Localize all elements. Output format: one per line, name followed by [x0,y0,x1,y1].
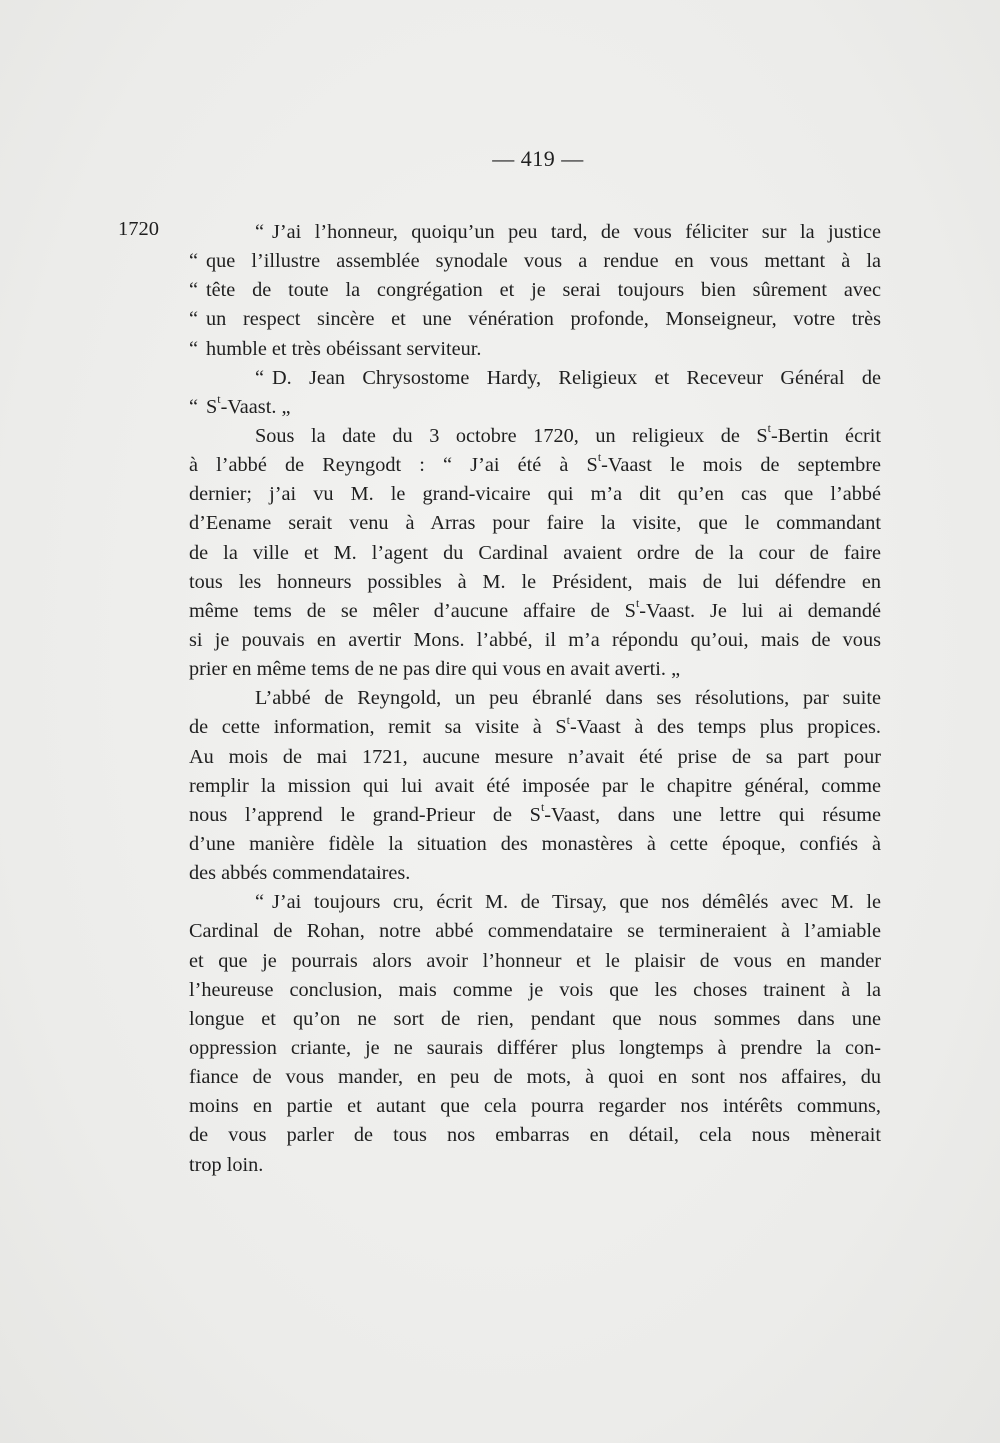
text-line [189,276,881,305]
line-text: que l’illustre assemblée synodale vous a rendue en vous mettant à la [206,250,881,273]
line-text: remplir la mission qui lui avait été imposée par le chapitre général, comme [189,774,881,797]
text-line [189,626,881,655]
text-line [189,597,881,626]
line-text: l’heureuse conclusion, mais comme je vois que les choses trainent à la [189,978,881,1001]
line-text: Cardinal de Rohan, notre abbé commendataire se termineraient à l’amiable [189,920,881,943]
quote-mark: “ [189,250,199,273]
body-text [189,218,881,1180]
quote-mark: “ [189,279,199,302]
line-text: de vous parler de tous nos embarras en détail, cela nous mènerait [189,1124,881,1147]
text-line [189,830,881,859]
text-line [189,1005,881,1034]
text-line [189,655,881,684]
quote-mark: “ [255,366,265,389]
quote-mark: “ [189,395,199,418]
text-line [189,1092,881,1121]
line-text: J’ai l’honneur, quoiqu’un peu tard, de vous féliciter sur la justice [272,221,881,243]
text-line [189,568,881,597]
line-text: oppression criante, je ne saurais différer plus longtemps à prendre la con- [189,1036,881,1059]
line-text: dernier; j’ai vu M. le grand-vicaire qui m’a dit qu’en cas que l’abbé [189,483,881,506]
text-line [189,976,881,1005]
line-text: un respect sincère et une vénération profonde, Monseigneur, votre très [206,308,881,331]
line-text: D. Jean Chrysostome Hardy, Religieux et Receveur Général de [272,366,881,389]
text-line [189,364,881,393]
page-number: — 419 — [492,146,584,171]
text-line [189,422,881,451]
line-text: longue et qu’on ne sort de rien, pendant que nous sommes dans une [189,1007,881,1030]
line-text: d’Eename serait venu à Arras pour faire la visite, que le commandant [189,512,881,535]
line-text: Au mois de mai 1721, aucune mesure n’avait été prise de sa part pour [189,745,881,768]
line-text: prier en même tems de ne pas dire qui vous en avait averti. „ [189,658,681,681]
line-text: J’ai toujours cru, écrit M. de Tirsay, que nos démêlés avec M. le [272,891,881,914]
text-line [189,393,881,422]
line-text: d’une manière fidèle la situation des monastères à cette époque, confiés à [189,832,881,855]
text-line [189,1121,881,1150]
line-text: tous les honneurs possibles à M. le Président, mais de lui défendre en [189,570,881,593]
line-text: si je pouvais en avertir Mons. l’abbé, il m’a répondu qu’oui, mais de vous [189,628,881,651]
quote-mark: “ [255,221,265,243]
text-line [189,335,881,364]
text-line [189,917,881,946]
line-text: de cette information, remit sa visite à $S^t$-Vaast à des temps plus propices. [189,712,881,739]
text-line [189,1034,881,1063]
text-line [189,713,881,742]
line-text: de la ville et M. l’agent du Cardinal avaient ordre de la cour de faire [189,541,881,564]
text-line [189,801,881,830]
text-line [189,947,881,976]
text-line [189,743,881,772]
text-line [189,218,881,247]
text-line [189,1151,881,1180]
text-line [189,772,881,801]
line-text: L’abbé de Reyngold, un peu ébranlé dans ses résolutions, par suite [255,687,881,710]
line-text: $S^t$-Vaast. „ [206,392,291,418]
line-text: et que je pourrais alors avoir l’honneur et le plaisir de vous en mander [189,949,881,972]
text-line [189,888,881,917]
line-text: moins en partie et autant que cela pourra regarder nos intérêts communs, [189,1095,881,1118]
text-line [189,1063,881,1092]
text-line [189,509,881,538]
text-line [189,859,881,888]
line-text: des abbés commendataires. [189,862,411,885]
line-text: humble et très obéissant serviteur. [206,337,482,360]
line-text: trop loin. [189,1153,264,1176]
text-line [189,305,881,334]
text-line [189,247,881,276]
text-line [189,684,881,713]
line-text: même tems de se mêler d’aucune affaire de $S^t$-Vaast. Je lui ai demandé [189,596,881,622]
quote-mark: “ [189,337,199,360]
line-text: nous l’apprend le grand-Prieur de $S^t$-Vaast, dans une lettre qui résume [189,800,881,826]
text-line [189,480,881,509]
quote-mark: “ [189,308,199,331]
text-line [189,539,881,568]
text-line [189,451,881,480]
line-text: à l’abbé de Reyngodt : “ J’ai été à $S^t$-Vaast le mois de septembre [189,450,881,477]
margin-year: 1720 [118,218,159,240]
line-text: tête de toute la congrégation et je serai toujours bien sûrement avec [206,279,881,302]
quote-mark: “ [255,891,265,914]
line-text: fiance de vous mander, en peu de mots, à quoi en sont nos affaires, du [189,1066,881,1089]
line-text: Sous la date du 3 octobre 1720, un religieux de $S^t$-Bertin écrit [255,421,881,447]
